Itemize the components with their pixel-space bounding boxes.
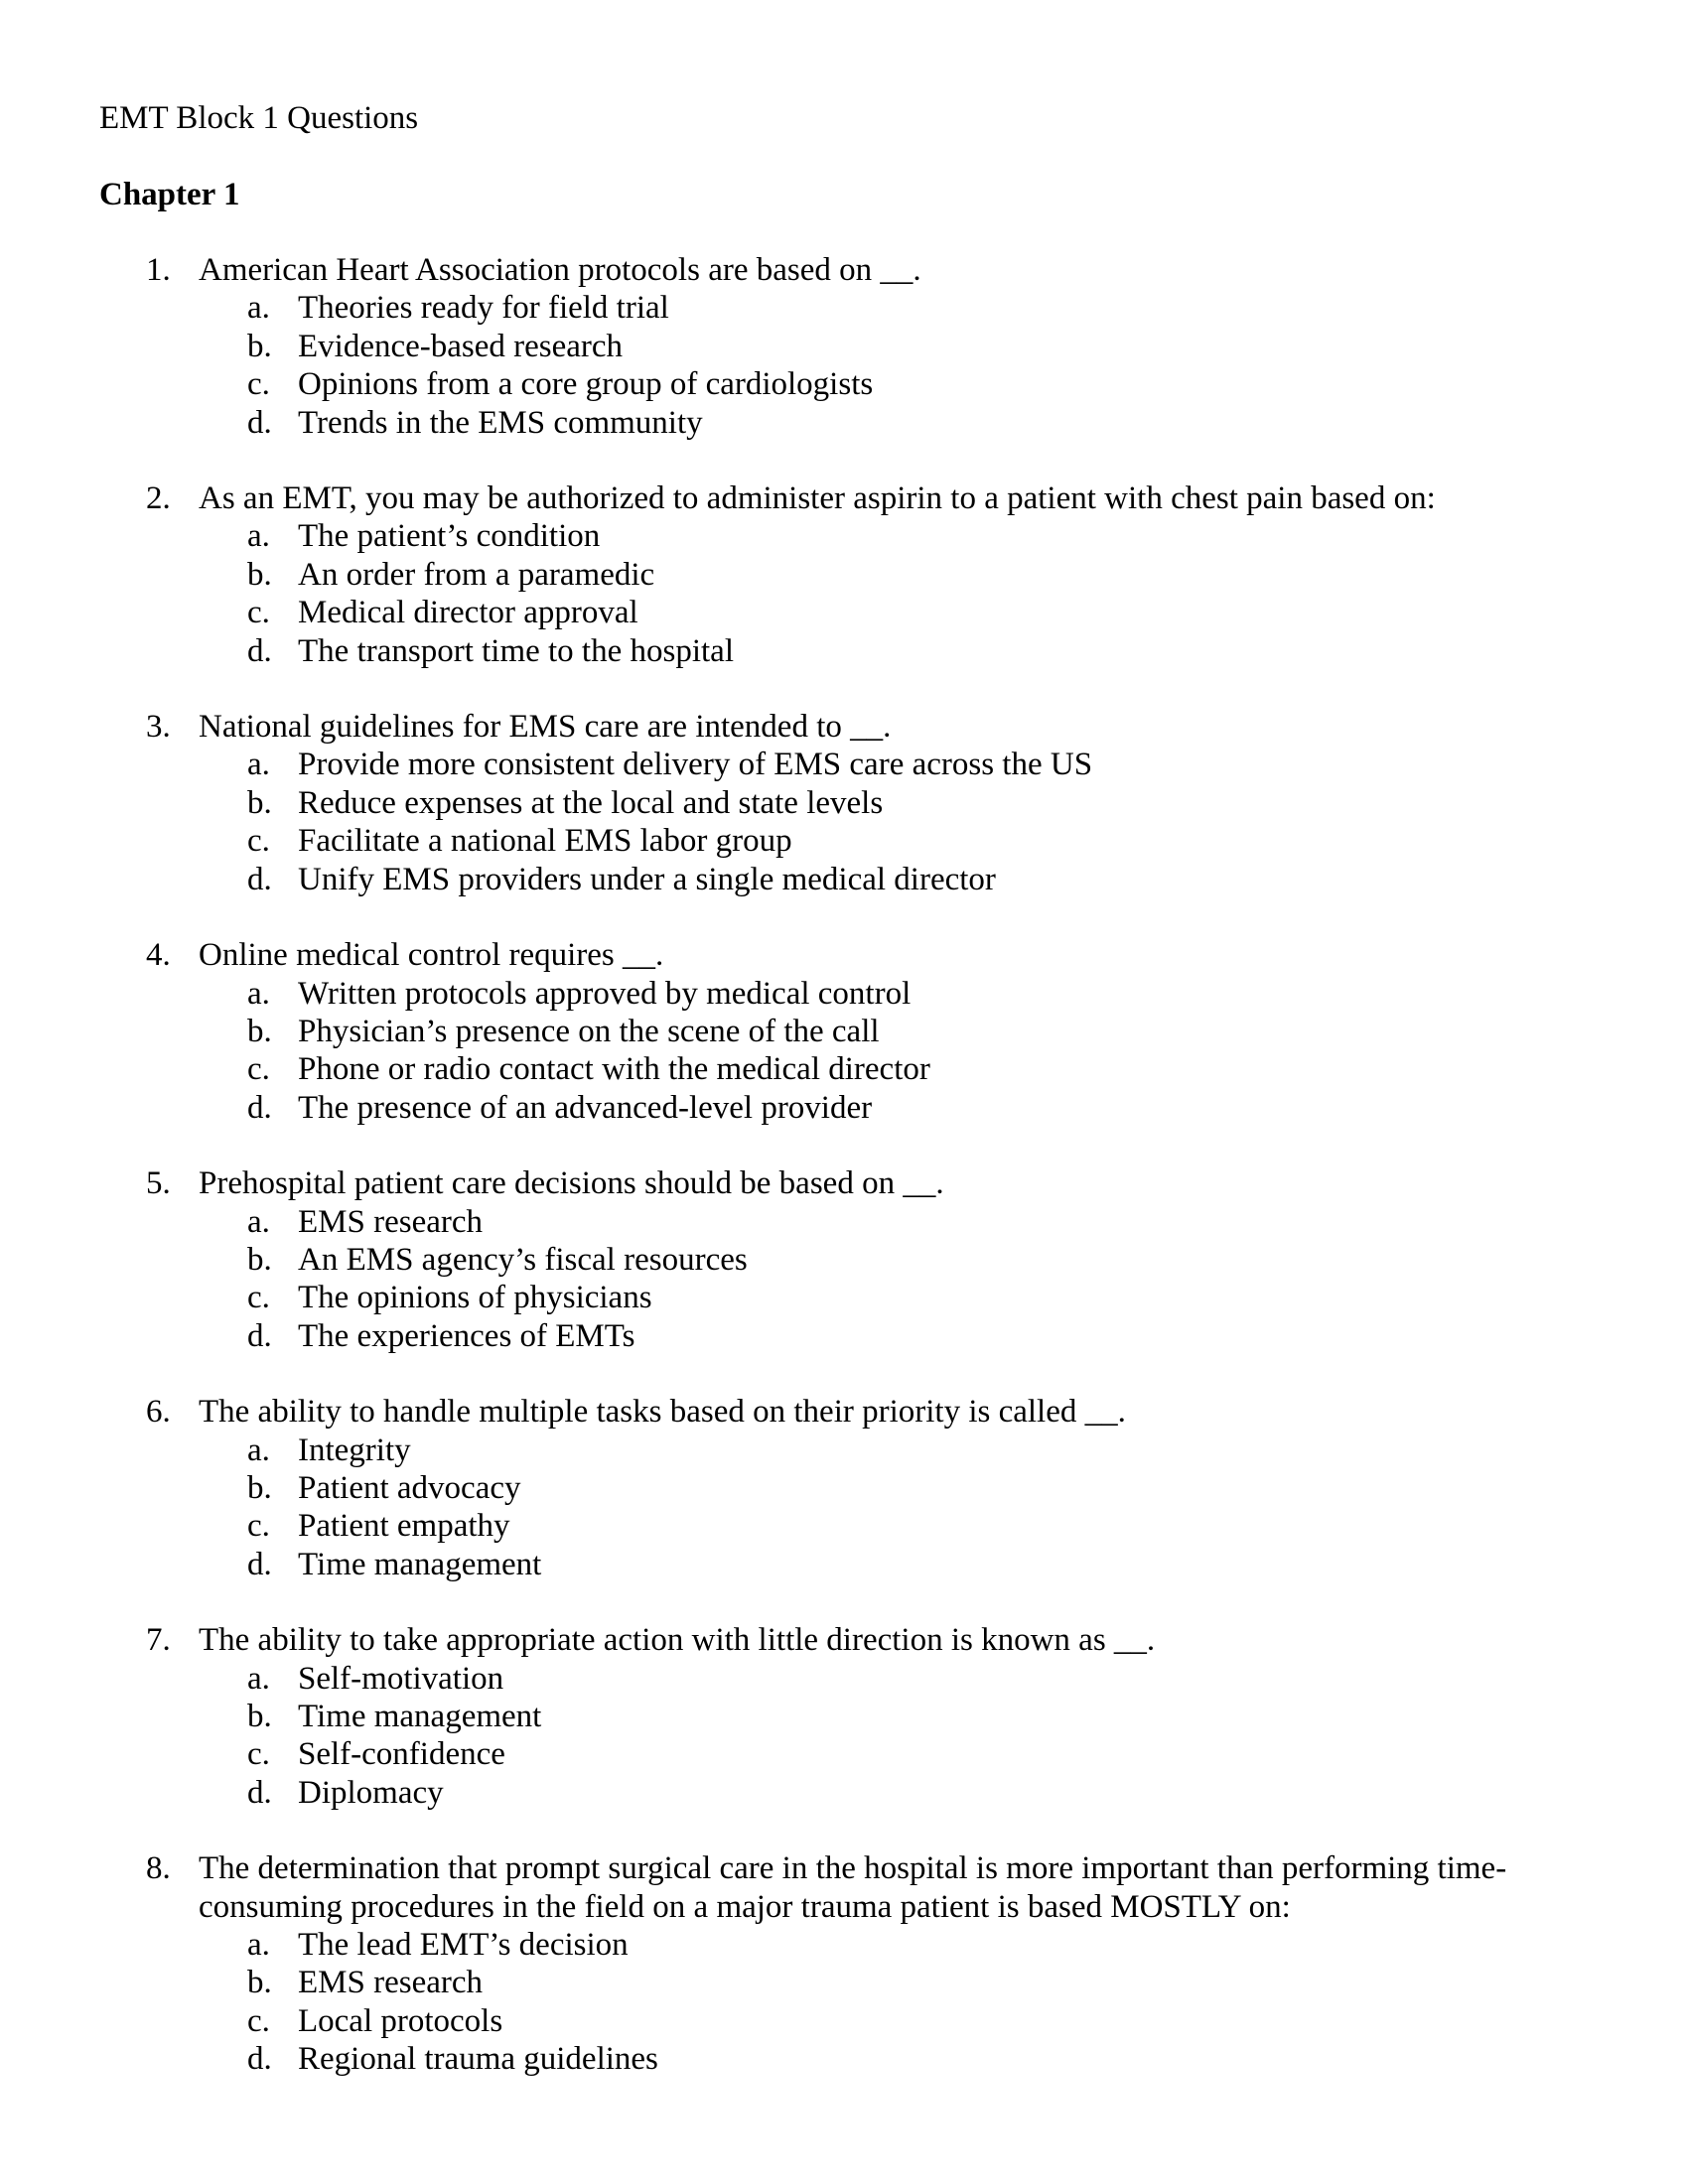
answer-options [0, 746, 1688, 898]
answer-option [0, 2002, 1688, 2040]
answer-option [0, 1546, 1688, 1583]
question-stem [0, 479, 1529, 517]
option-letter: d. [247, 404, 272, 441]
answer-option [0, 594, 1688, 631]
option-text: Unify EMS providers under a single medical director [298, 861, 996, 897]
option-text: The lead EMT’s decision [298, 1927, 629, 1964]
option-letter: b. [247, 1699, 272, 1734]
option-letter: c. [247, 1736, 270, 1773]
question-stem [0, 251, 1529, 289]
option-text: The opinions of physicians [298, 1280, 652, 1316]
option-letter: c. [247, 366, 270, 403]
question-stem [0, 936, 1529, 974]
option-text: Self-motivation [298, 1660, 504, 1697]
option-text: Phone or radio contact with the medical director [298, 1051, 930, 1088]
question-3 [0, 708, 1688, 898]
answer-option [0, 1774, 1688, 1812]
option-text: Trends in the EMS community [298, 404, 703, 441]
option-letter: d. [247, 2041, 272, 2078]
option-letter: a. [247, 1203, 270, 1240]
answer-option [0, 1013, 1688, 1050]
answer-option [0, 746, 1688, 783]
option-text: Self-confidence [298, 1736, 505, 1773]
question-text: Prehospital patient care decisions should be based on __. [199, 1165, 944, 1202]
answer-option [0, 1964, 1688, 2001]
document-title: EMT Block 1 Questions [99, 100, 419, 136]
option-text: Evidence-based research [298, 328, 624, 364]
question-8 [0, 1849, 1688, 2078]
question-number: 1. [146, 252, 171, 288]
answer-option [0, 1279, 1688, 1316]
question-list [0, 251, 1688, 2116]
question-number: 3. [146, 709, 171, 746]
question-number: 5. [146, 1165, 171, 1202]
option-letter: d. [247, 1774, 272, 1811]
answer-options [0, 1926, 1688, 2079]
answer-option [0, 1432, 1688, 1469]
option-text: Medical director approval [298, 595, 638, 631]
answer-option [0, 404, 1688, 442]
option-text: The experiences of EMTs [298, 1317, 635, 1354]
option-letter: b. [247, 556, 272, 593]
option-text: Provide more consistent delivery of EMS care across the US [298, 747, 1093, 783]
option-letter: d. [247, 1317, 272, 1354]
option-text: Theories ready for field trial [298, 290, 669, 327]
option-letter: a. [247, 1432, 270, 1468]
option-letter: d. [247, 632, 272, 669]
question-text: American Heart Association protocols are based on __. [199, 252, 921, 288]
question-1 [0, 251, 1688, 442]
option-letter: a. [247, 975, 270, 1012]
answer-options [0, 975, 1688, 1128]
option-text: The patient’s condition [298, 518, 601, 555]
answer-option [0, 632, 1688, 670]
option-text: Regional trauma guidelines [298, 2041, 658, 2078]
option-text: Local protocols [298, 2002, 503, 2039]
answer-option [0, 328, 1688, 365]
option-letter: a. [247, 290, 270, 327]
option-letter: d. [247, 861, 272, 897]
question-number: 7. [146, 1622, 171, 1659]
answer-options [0, 289, 1688, 442]
option-letter: c. [247, 1280, 270, 1316]
answer-option [0, 975, 1688, 1013]
option-letter: a. [247, 1660, 270, 1697]
question-stem [0, 1164, 1529, 1202]
question-number: 4. [146, 937, 171, 974]
answer-option [0, 2040, 1688, 2078]
option-text: Patient advocacy [298, 1469, 521, 1506]
option-letter: c. [247, 1508, 270, 1545]
option-text: The presence of an advanced-level provider [298, 1089, 873, 1126]
option-letter: d. [247, 1546, 272, 1582]
answer-options [0, 1432, 1688, 1584]
answer-option [0, 1241, 1688, 1279]
answer-option [0, 784, 1688, 822]
answer-options [0, 1203, 1688, 1356]
question-text: Online medical control requires __. [199, 937, 664, 974]
option-text: An EMS agency’s fiscal resources [298, 1241, 748, 1278]
option-letter: b. [247, 328, 272, 364]
option-letter: d. [247, 1089, 272, 1126]
question-number: 6. [146, 1394, 171, 1431]
answer-option [0, 1507, 1688, 1545]
option-text: Facilitate a national EMS labor group [298, 823, 792, 860]
option-text: Opinions from a core group of cardiologists [298, 366, 874, 403]
answer-option [0, 1089, 1688, 1127]
question-text: National guidelines for EMS care are intended to __. [199, 709, 892, 746]
option-letter: b. [247, 784, 272, 821]
question-stem [0, 1849, 1529, 1926]
answer-option [0, 556, 1688, 594]
option-text: The transport time to the hospital [298, 632, 734, 669]
question-text: The ability to take appropriate action with little direction is known as __. [199, 1622, 1156, 1659]
option-letter: c. [247, 1051, 270, 1088]
question-number: 2. [146, 480, 171, 517]
answer-options [0, 1660, 1688, 1813]
question-7 [0, 1621, 1688, 1812]
option-letter: c. [247, 823, 270, 860]
option-letter: b. [247, 1469, 272, 1506]
option-text: An order from a paramedic [298, 556, 655, 593]
answer-option [0, 822, 1688, 860]
question-text: The determination that prompt surgical care in the hospital is more important than performing time-consuming procedures in the field on a major trauma patient is based MOSTLY on: [199, 1850, 1507, 1925]
answer-option [0, 365, 1688, 403]
option-text: Integrity [298, 1432, 411, 1468]
answer-option [0, 1926, 1688, 1964]
option-letter: a. [247, 747, 270, 783]
option-text: Written protocols approved by medical control [298, 975, 912, 1012]
option-letter: c. [247, 595, 270, 631]
answer-options [0, 517, 1688, 670]
option-text: Time management [298, 1699, 542, 1734]
option-text: EMS research [298, 1203, 484, 1240]
answer-option [0, 1469, 1688, 1507]
answer-option [0, 517, 1688, 555]
question-6 [0, 1393, 1688, 1583]
option-letter: c. [247, 2002, 270, 2039]
answer-option [0, 1735, 1688, 1773]
answer-option [0, 1698, 1688, 1735]
option-text: Diplomacy [298, 1774, 444, 1811]
answer-option [0, 1050, 1688, 1088]
question-text: The ability to handle multiple tasks based on their priority is called __. [199, 1394, 1126, 1431]
option-text: EMS research [298, 1965, 484, 2001]
chapter-heading: Chapter 1 [99, 177, 240, 212]
answer-option [0, 1660, 1688, 1698]
question-text: As an EMT, you may be authorized to administer aspirin to a patient with chest pain based on: [199, 480, 1436, 517]
option-letter: b. [247, 1241, 272, 1278]
option-text: Physician’s presence on the scene of the call [298, 1013, 880, 1049]
option-text: Patient empathy [298, 1508, 510, 1545]
answer-option [0, 861, 1688, 898]
question-number: 8. [146, 1850, 171, 1887]
option-text: Time management [298, 1546, 542, 1582]
question-stem [0, 1393, 1529, 1431]
answer-option [0, 1203, 1688, 1241]
answer-option [0, 289, 1688, 327]
option-text: Reduce expenses at the local and state levels [298, 784, 884, 821]
question-5 [0, 1164, 1688, 1355]
question-stem [0, 1621, 1529, 1659]
answer-option [0, 1317, 1688, 1355]
option-letter: a. [247, 518, 270, 555]
option-letter: a. [247, 1927, 270, 1964]
question-2 [0, 479, 1688, 670]
question-4 [0, 936, 1688, 1127]
question-stem [0, 708, 1529, 746]
option-letter: b. [247, 1965, 272, 2001]
option-letter: b. [247, 1013, 272, 1049]
